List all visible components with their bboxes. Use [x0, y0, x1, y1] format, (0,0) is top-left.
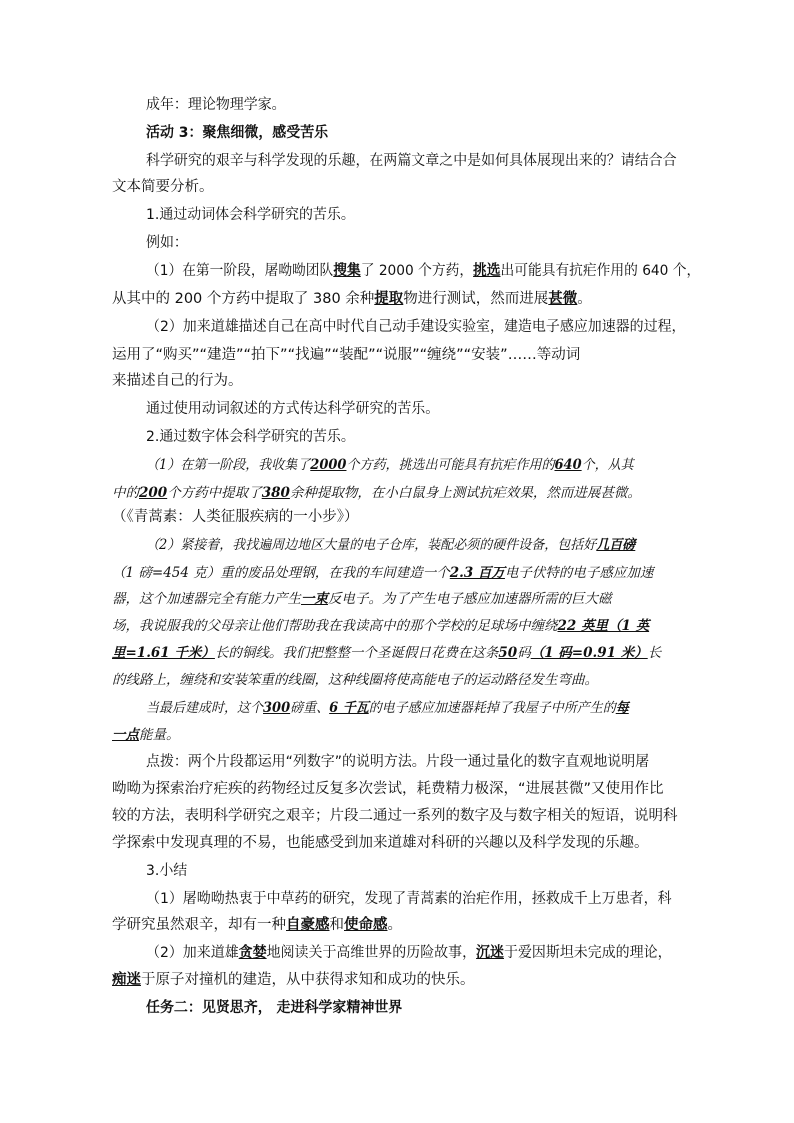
quote-line: （2）紧接着，我找遍周边地区大量的电子仓库，装配必须的硬件设备，包括好几百磅: [146, 537, 636, 553]
section-heading: 3.小结: [146, 863, 188, 879]
quote-line: （1 磅=454 克）重的废品处理钢，在我的车间建造一个2.3 百万电子伏特的电子感应加速: [112, 565, 654, 581]
text-line: 例如：: [146, 235, 188, 251]
text-line: 较的方法，表明科学研究之艰辛；片段二通过一系列的数字及与数字相关的短语，说明科: [112, 808, 678, 824]
section-heading: 1.通过动词体会科学研究的苦乐。: [146, 207, 355, 223]
text-line: 从其中的 200 个方药中提取了 380 余种提取物进行测试，然而进展甚微。: [112, 291, 592, 307]
quote-line: 里=1.61 千米）长的铜线。我们把整整一个圣诞假日花费在这条50码（1 码=0.91 米）长: [112, 645, 662, 661]
quote-line: 当最后建成时，这个300磅重、6 千瓦的电子感应加速器耗掉了我屋子中所产生的每: [146, 700, 629, 716]
quote-line: 场，我说服我的父母亲让他们帮助我在我读高中的那个学校的足球场中缠绕22 英里（1 英: [112, 618, 650, 634]
activity-heading: 活动 3：聚焦细微，感受苦乐: [146, 125, 329, 141]
quote-line: （1）在第一阶段，我收集了2000个方药，挑选出可能具有抗疟作用的640个，从其: [146, 457, 634, 473]
text-line: 科学研究的艰辛与科学发现的乐趣，在两篇文章之中是如何具体展现出来的？请结合合: [146, 153, 677, 169]
quote-line: 器，这个加速器完全有能力产生一束反电子。为了产生电子感应加速器所需的巨大磁: [112, 591, 612, 607]
text-line: 学研究虽然艰辛，却有一种自豪感和使命感。: [112, 917, 402, 933]
text-line: 文本简要分析。: [112, 179, 214, 195]
text-line: 来描述自己的行为。: [112, 373, 243, 389]
text-line: 痴迷于原子对撞机的建造，从中获得求知和成功的快乐。: [112, 972, 475, 988]
text-line: 成年：理论物理学家。: [146, 97, 286, 113]
text-line: 点拨：两个片段都运用“列数字”的说明方法。片段一通过量化的数字直观地说明屠: [146, 754, 650, 770]
text-line: 运用了“购买”“建造”“拍下”“找遍”“装配”“说服”“缠绕”“安装”……等动词: [112, 347, 581, 363]
text-line: （2）加来道雄贪婪地阅读关于高维世界的历险故事，沉迷于爱因斯坦未完成的理论，: [146, 945, 672, 961]
text-line: 通过使用动词叙述的方式传达科学研究的苦乐。: [146, 401, 440, 417]
quote-line: 中的200个方药中提取了380余种提取物，在小白鼠身上测试抗疟效果，然而进展甚微。: [112, 485, 641, 501]
text-line: （2）加来道雄描述自己在高中时代自己动手建设实验室，建造电子感应加速器的过程，: [146, 319, 686, 335]
task-heading: 任务二：见贤思齐， 走进科学家精神世界: [146, 1000, 403, 1016]
section-heading: 2.通过数字体会科学研究的苦乐。: [146, 429, 355, 445]
quote-line: 的线路上，缠绕和安装笨重的线圈，这种线圈将使高能电子的运动路径发生弯曲。: [112, 672, 598, 688]
text-line: （1）在第一阶段，屠呦呦团队搜集了 2000 个方药，挑选出可能具有抗疟作用的 640 个，: [146, 263, 701, 279]
text-line: （1）屠呦呦热衷于中草药的研究，发现了青蒿素的治疟作用，拯救成千上万患者，科: [146, 891, 672, 907]
text-line: 呦呦为探索治疗疟疾的药物经过反复多次尝试，耗费精力极深，“进展甚微”又使用作比: [112, 781, 664, 797]
source-citation: （《青蒿素：人类征服疾病的一小步》）: [112, 509, 359, 525]
quote-line: 一点能量。: [112, 727, 180, 743]
text-line: 学探索中发现真理的不易，也能感受到加来道雄对科研的兴趣以及科学发现的乐趣。: [112, 835, 649, 851]
